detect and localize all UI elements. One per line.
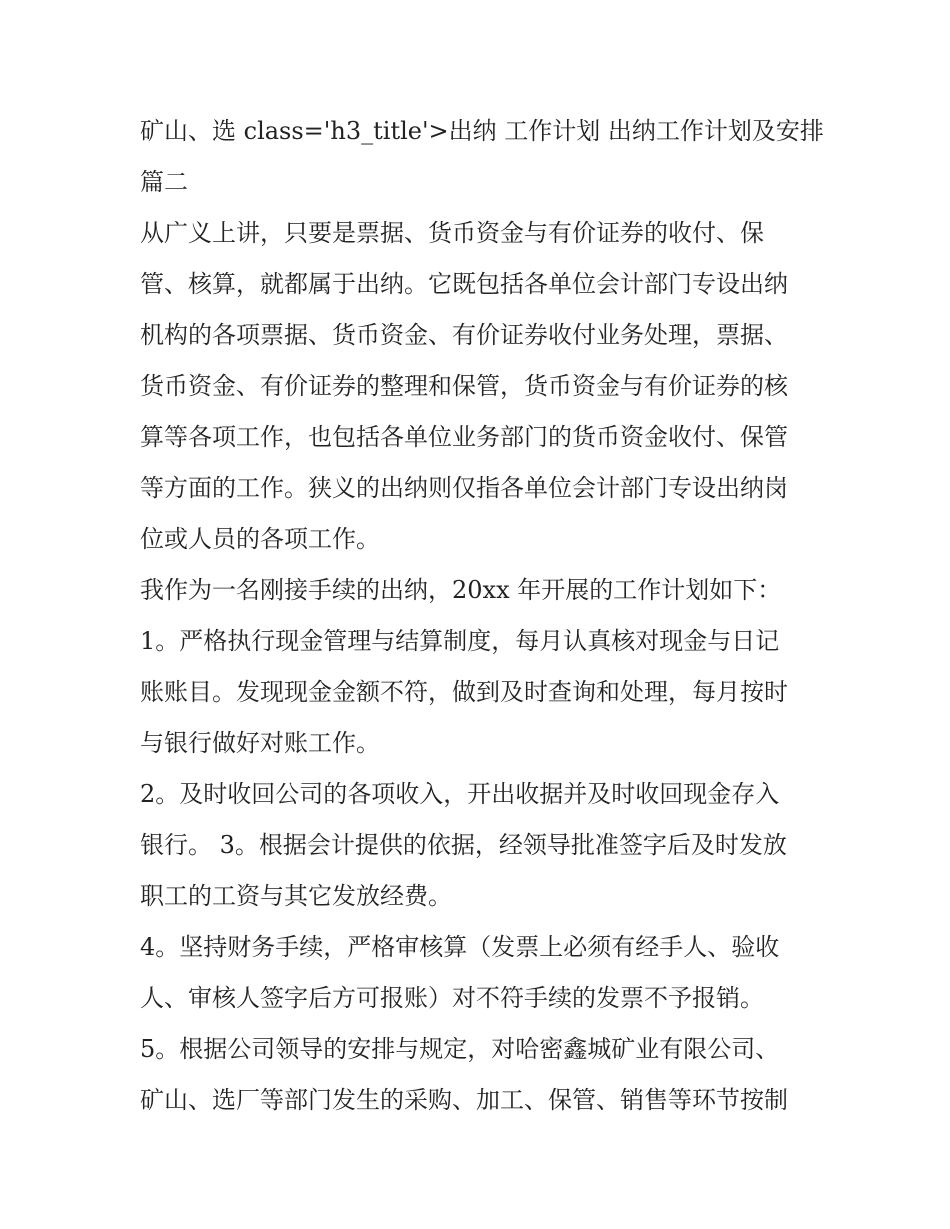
text-line-17: 4。坚持财务手续，严格审核算（发票上必须有经手人、验收 <box>140 933 780 961</box>
text-line-8: 等方面的工作。狭义的出纳则仅指各单位会计部门专设出纳岗 <box>140 474 788 502</box>
text-line-15: 银行。 3。根据会计提供的依据，经领导批准签字后及时发放 <box>140 831 787 859</box>
text-line-1: 矿山、选 class='h3_title'>出纳 工作计划 出纳工作计划及安排 <box>140 117 824 145</box>
text-line-20: 矿山、选厂等部门发生的采购、加工、保管、销售等环节按制 <box>140 1086 788 1114</box>
text-line-2: 篇二 <box>140 168 188 196</box>
text-line-10: 我作为一名刚接手续的出纳，20xx 年开展的工作计划如下： <box>140 576 782 604</box>
document-body <box>140 106 824 1126</box>
text-line-7: 算等各项工作，也包括各单位业务部门的货币资金收付、保管 <box>140 423 788 451</box>
text-line-5: 机构的各项票据、货币资金、有价证券收付业务处理，票据、 <box>140 321 788 349</box>
text-line-4: 管、核算，就都属于出纳。它既包括各单位会计部门专设出纳 <box>140 270 788 298</box>
text-line-12: 账账目。发现现金金额不符，做到及时查询和处理，每月按时 <box>140 678 788 706</box>
text-line-13: 与银行做好对账工作。 <box>140 729 380 757</box>
text-line-9: 位或人员的各项工作。 <box>140 525 380 553</box>
text-line-14: 2。及时收回公司的各项收入，开出收据并及时收回现金存入 <box>140 780 780 808</box>
text-line-6: 货币资金、有价证券的整理和保管，货币资金与有价证券的核 <box>140 372 788 400</box>
text-line-3: 从广义上讲，只要是票据、货币资金与有价证券的收付、保 <box>140 219 764 247</box>
text-line-11: 1。严格执行现金管理与结算制度，每月认真核对现金与日记 <box>140 627 780 655</box>
text-line-19: 5。根据公司领导的安排与规定，对哈密鑫城矿业有限公司、 <box>140 1035 780 1063</box>
text-line-18: 人、审核人签字后方可报账）对不符手续的发票不予报销。 <box>140 984 764 1012</box>
text-line-16: 职工的工资与其它发放经费。 <box>140 882 452 910</box>
